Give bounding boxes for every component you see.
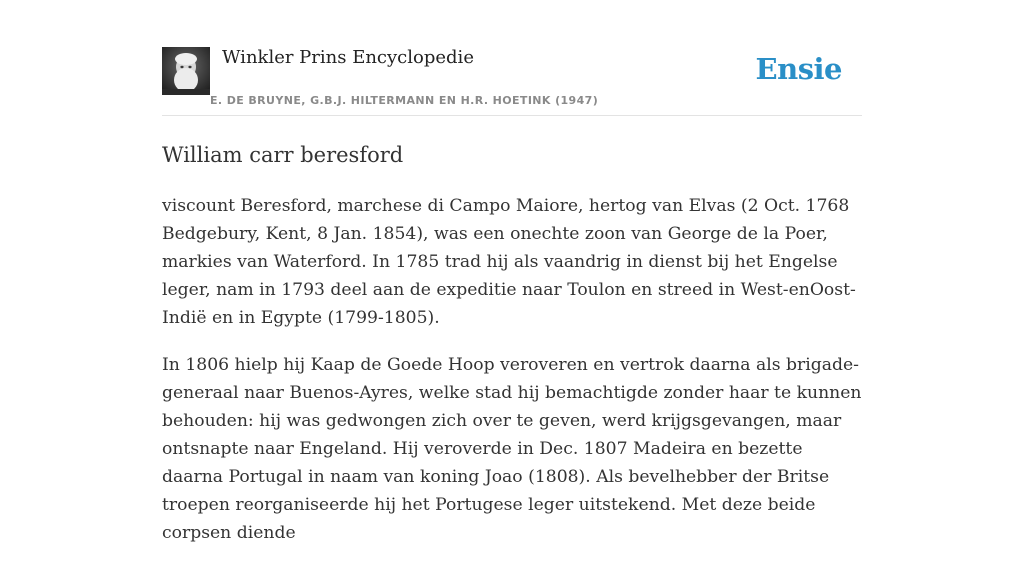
site-title[interactable]: Winkler Prins Encyclopedie — [222, 47, 474, 68]
author-portrait-icon[interactable] — [162, 47, 210, 95]
site-subtitle: E. DE BRUYNE, G.B.J. HILTERMANN EN H.R. HOETINK (1947) — [210, 94, 599, 107]
article-title: William carr beresford — [162, 143, 404, 167]
article-body — [162, 192, 862, 566]
article-paragraph: viscount Beresford, marchese di Campo Maiore, hertog van Elvas (2 Oct. 1768 Bedgebury, Kent, 8 Jan. 1854), was een onechte zoon van George de la Poer, markies van Waterford. In 1785 trad hij als vaandrig in dienst bij het Engelse leger, nam in 1793 deel aan de expeditie naar Toulon en streed in West-enOost-Indië en in Egypte (1799-1805). — [162, 196, 856, 328]
page — [162, 0, 862, 543]
article-paragraph: In 1806 hielp hij Kaap de Goede Hoop veroveren en vertrok daarna als brigade-generaal naar Buenos-Ayres, welke stad hij bemachtigde zonder haar te kunnen behouden: hij was gedwongen zich over te geven, werd krijgsgevangen, maar ontsnapte naar Engeland. Hij veroverde in Dec. 1807 Madeira en bezette daarna Portugal in naam van koning Joao (1808). Als bevelhebber der Britse troepen reorganiseerde hij het Portugese leger uitstekend. Met deze beide corpsen diende — [162, 355, 862, 543]
brand-logo-link[interactable]: Ensie — [755, 52, 842, 86]
site-header — [162, 0, 862, 116]
